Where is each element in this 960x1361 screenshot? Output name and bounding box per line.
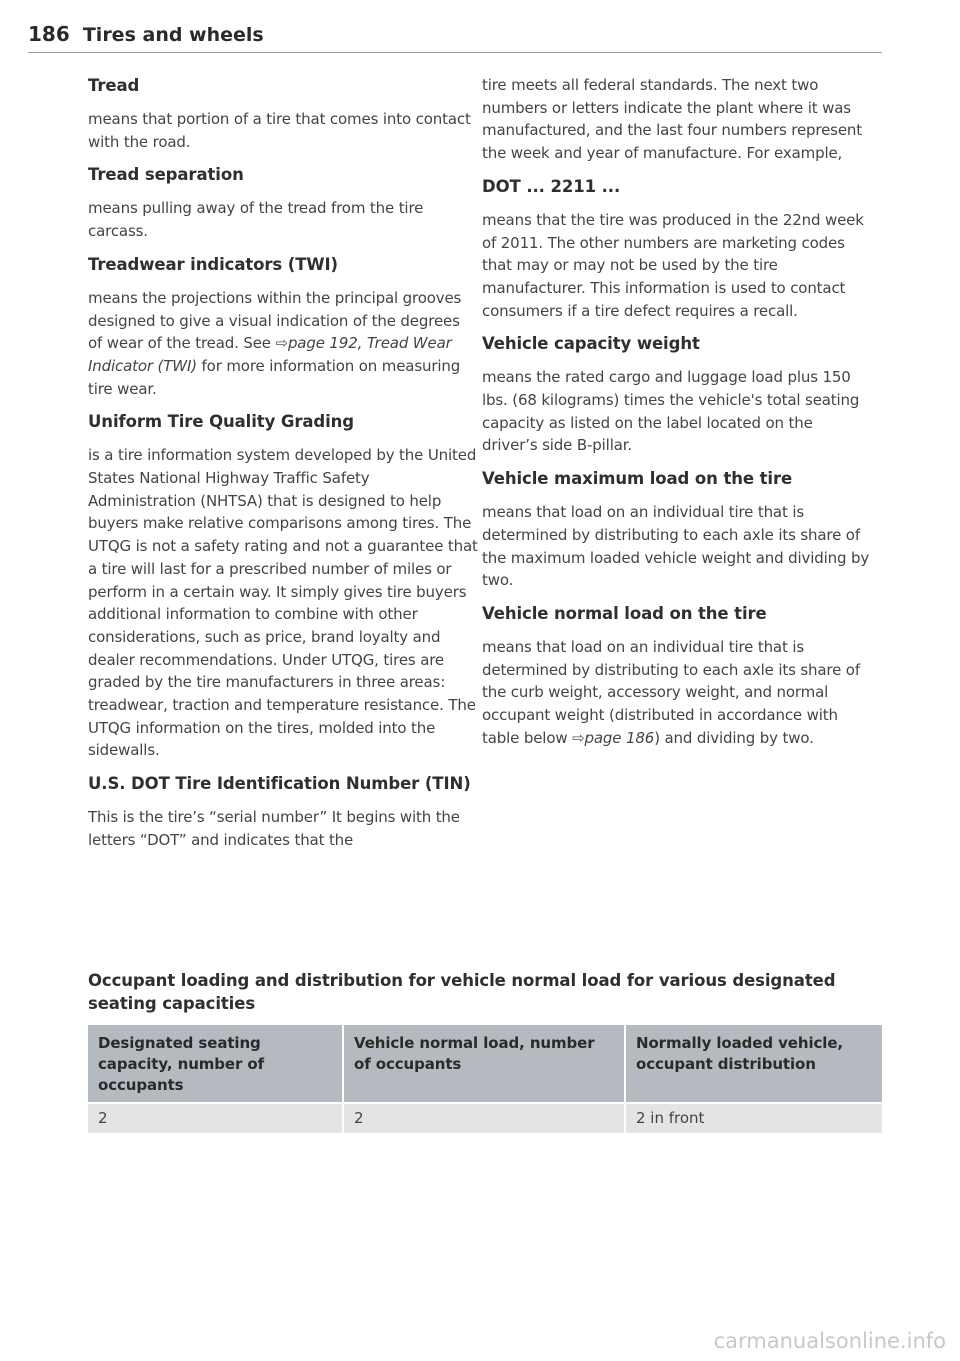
header-divider: [28, 52, 882, 53]
para-tread: means that portion of a tire that comes into contact with the road.: [88, 110, 471, 151]
table-header-seating-capacity: Designated seating capacity, number of occupants: [88, 1025, 343, 1103]
table-cell: 2: [88, 1103, 343, 1133]
page-header: [28, 22, 882, 46]
para-vehicle-capacity-weight: means the rated cargo and luggage load plus 150 lbs. (68 kilograms) times the vehicle's total seating capacity as listed on the label located on the driver’s side B-pillar.: [482, 368, 860, 455]
link-page-186[interactable]: page 186: [584, 728, 655, 747]
page-number: 186: [28, 22, 70, 46]
chapter-title: Tires and wheels: [82, 24, 264, 46]
arrow-ref-icon: ⇨: [275, 334, 288, 353]
link-page-192[interactable]: page 192, Tread Wear Indicator (TWI): [88, 334, 452, 375]
left-column: [88, 74, 478, 862]
arrow-ref-icon: ⇨: [572, 728, 585, 747]
heading-vehicle-capacity-weight: Vehicle capacity weight: [482, 334, 700, 354]
occupant-loading-table: [88, 1025, 882, 1133]
para-twi-text-a: means the projections within the principal grooves designed to give a visual indication of the degrees of wear of the tread. See: [88, 288, 462, 353]
table-header-distribution: Normally loaded vehicle, occupant distribution: [625, 1025, 882, 1103]
para-tin: This is the tire’s “serial number” It begins with the letters “DOT” and indicates that the: [88, 808, 460, 849]
para-utqg: is a tire information system developed by the United States National Highway Traffic Safety Administration (NHTSA) that is designed to help buyers make relative comparisons among tires. The UTQG is not a safety rating and not a guarantee that a tire will last for a prescribed number of miles or perform in a certain way. It simply gives tire buyers additional information to combine with other considerations, such as price, brand loyalty and dealer recommendations. Under UTQG, tires are graded by the tire manufacturers in three areas: treadwear, traction and temperature resistance. The UTQG information on the tires, molded into the sidewalls.: [88, 446, 478, 760]
heading-dot-example: DOT ... 2211 ...: [482, 176, 621, 196]
table-header-normal-load: Vehicle normal load, number of occupants: [343, 1025, 625, 1103]
para-dot-example: means that the tire was produced in the 22nd week of 2011. The other numbers are marketing codes that may or may not be used by the tire manufacturer. This information is used to contact consumers if a tire defect requires a recall.: [482, 210, 864, 320]
heading-tread: Tread: [88, 76, 140, 95]
heading-vehicle-max-load: Vehicle maximum load on the tire: [482, 469, 793, 489]
heading-tread-separation: Tread separation: [88, 165, 244, 185]
para-tread-separation: means pulling away of the tread from the tire carcass.: [88, 199, 424, 241]
para-tin-continued: tire meets all federal standards. The next two numbers or letters indicate the plant where it was manufactured, and the last four numbers represent the week and year of manufacture. For example,: [482, 76, 863, 163]
para-vehicle-max-load: means that load on an individual tire that is determined by distributing to each axle its share of the maximum loaded vehicle weight and dividing by two.: [482, 503, 870, 590]
table-row: [88, 1103, 882, 1133]
para-treadwear-indicators: [88, 287, 478, 401]
heading-tin: U.S. DOT Tire Identification Number (TIN): [88, 774, 471, 794]
table-header-row: [88, 1025, 882, 1103]
table-cell: 2: [343, 1103, 625, 1133]
heading-treadwear-indicators: Treadwear indicators (TWI): [88, 254, 338, 274]
para-vnl-text-b: ) and dividing by two.: [654, 728, 814, 747]
table-cell: 2 in front: [625, 1103, 882, 1133]
heading-vehicle-normal-load: Vehicle normal load on the tire: [482, 603, 767, 623]
para-vnl-text-a: means that load on an individual tire that is determined by distributing to each axle its share of the curb weight, accessory weight, and normal occupant weight (distributed in accordance with table below: [482, 637, 860, 747]
table-title: Occupant loading and distribution for vehicle normal load for various designated seating capacities: [88, 971, 836, 1013]
para-twi-text-b: for more information on measuring tire wear.: [88, 356, 461, 398]
right-column: [482, 74, 872, 759]
watermark: carmanualsonline.info: [713, 1329, 946, 1353]
heading-utqg: Uniform Tire Quality Grading: [88, 412, 355, 432]
para-vehicle-normal-load: [482, 636, 872, 750]
